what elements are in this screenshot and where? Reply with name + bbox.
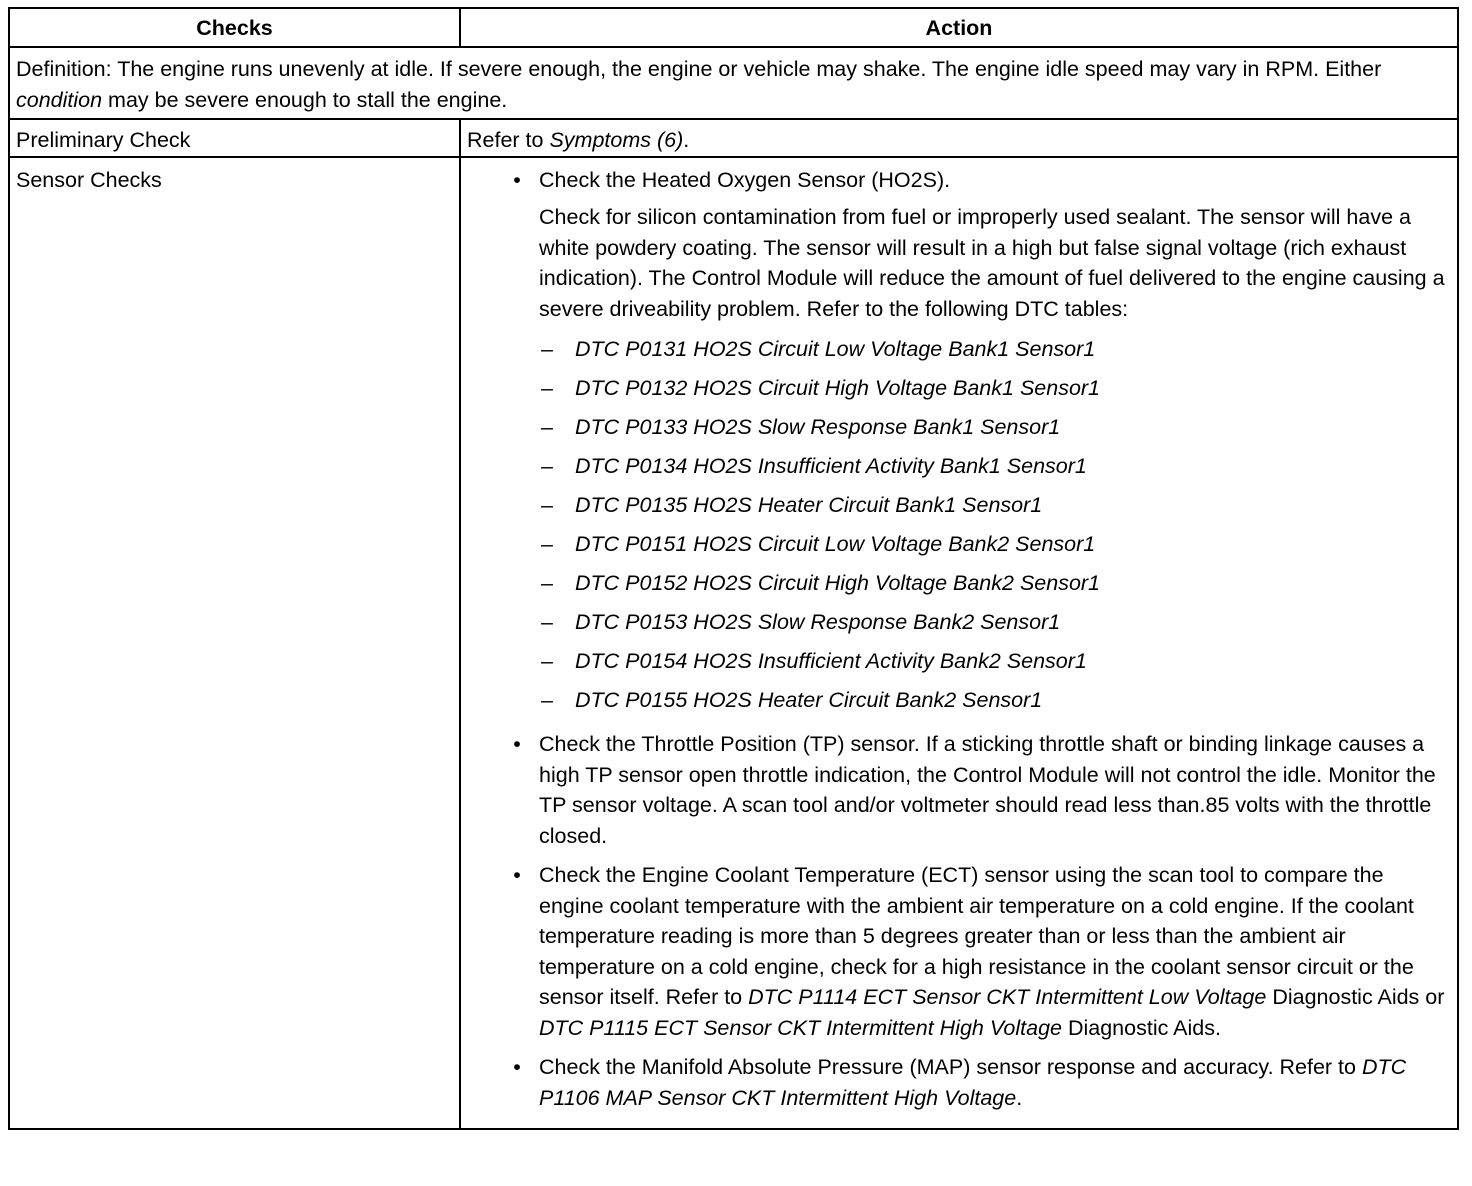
checks-action-table [10,9,1457,1128]
ect-end: Diagnostic Aids. [1061,1015,1221,1040]
dtc-item[interactable] [539,486,1451,525]
dash-icon: – [541,376,553,400]
map-text: Check the Manifold Absolute Pressure (MAP) sensor response and accuracy. Refer to [539,1055,1362,1079]
dtc-item[interactable] [539,408,1451,447]
tp-text: Check the Throttle Position (TP) sensor. If a sticking throttle shaft or binding linkage causes a high TP sensor open throttle indication, the Control Module will not control the idle. Monitor the TP sensor voltage. A scan tool and/or voltmeter should read less than.85 volts with the throttle closed. [539,732,1436,848]
dash-icon: – [541,415,553,439]
sensor-check-list [467,165,1451,1129]
dash-icon: – [541,688,553,712]
dtc-label: DTC P0132 HO2S Circuit High Voltage Bank1 Sensor1 [575,376,1101,400]
ho2s-detail: Check for silicon contamination from fuel or improperly used sealant. The sensor will have a white powdery coating. The sensor will result in a high but false signal voltage (rich exhaust indication). The Control Module will reduce the amount of fuel delivered to the engine causing a severe driveability problem. Refer to the following DTC tables: [539,205,1445,321]
preliminary-suffix: . [683,128,690,152]
definition-text: Definition: The engine runs unevenly at idle. If severe enough, the engine or vehicle may shake. The engine idle speed may vary in RPM. Either [16,57,1382,81]
preliminary-action [460,119,1457,157]
tp-check [507,729,1451,851]
dtc-label: DTC P0151 HO2S Circuit Low Voltage Bank2 Sensor1 [575,532,1096,556]
dtc-item[interactable] [539,642,1451,681]
dtc-label: DTC P0135 HO2S Heater Circuit Bank1 Sensor1 [575,493,1043,517]
checks-header: Checks [10,9,460,47]
bullet-icon: • [513,167,521,192]
ho2s-check [507,165,1451,721]
preliminary-label: Preliminary Check [10,119,460,157]
sensor-action [460,157,1457,1129]
dtc-item[interactable] [539,603,1451,642]
bullet-icon: • [513,1055,521,1079]
dash-icon: – [541,337,553,361]
dtc-label: DTC P0131 HO2S Circuit Low Voltage Bank1 Sensor1 [575,337,1096,361]
map-check [507,1052,1451,1113]
dtc-label: DTC P0133 HO2S Slow Response Bank1 Sensor1 [575,415,1061,439]
definition-text-end: may be severe enough to stall the engine. [102,87,508,112]
dtc-label: DTC P0153 HO2S Slow Response Bank2 Sensor1 [575,610,1061,634]
dtc-list [539,330,1451,720]
dtc-item[interactable] [539,447,1451,486]
dash-icon: – [541,454,553,478]
dtc-item[interactable] [539,681,1451,720]
sensor-row [10,157,1457,1129]
dash-icon: – [541,571,553,595]
preliminary-row [10,119,1457,157]
dtc-item[interactable] [539,564,1451,603]
map-end: . [1016,1085,1023,1110]
ect-mid: Diagnostic Aids or [1266,985,1445,1009]
ect-text: Check the Engine Coolant Temperature (ECT) sensor using the scan tool to compare the engine coolant temperature with the ambient air temperature on a cold engine. If the coolant temperature reading is more than 5 degrees greater than or less than the ambient air temperature on a cold engine, check for a high resistance in the coolant sensor circuit or the sensor itself. Refer to [539,863,1414,1009]
dtc-item[interactable] [539,525,1451,564]
dtc-item[interactable] [539,369,1451,408]
ho2s-title: Check the Heated Oxygen Sensor (HO2S). [539,167,951,192]
definition-cell [10,47,1457,119]
dtc-p1115-link[interactable]: DTC P1115 ECT Sensor CKT Intermittent High Voltage [539,1015,1062,1040]
dtc-label: DTC P0155 HO2S Heater Circuit Bank2 Sensor1 [575,688,1043,712]
header-row [10,9,1457,47]
dtc-p1106-link[interactable]: DTC P1106 MAP Sensor CKT Intermittent High Voltage [539,1055,1407,1110]
symptoms-link[interactable]: Symptoms (6) [549,128,684,152]
definition-italic: condition [16,87,103,112]
dash-icon: – [541,532,553,556]
diagnostic-table [8,7,1459,1130]
dtc-label: DTC P0152 HO2S Circuit High Voltage Bank2 Sensor1 [575,571,1101,595]
definition-row [10,47,1457,119]
dtc-item[interactable] [539,330,1451,369]
dash-icon: – [541,610,553,634]
dtc-label: DTC P0154 HO2S Insufficient Activity Bank2 Sensor1 [575,649,1087,673]
dtc-label: DTC P0134 HO2S Insufficient Activity Bank1 Sensor1 [575,454,1087,478]
preliminary-prefix: Refer to [467,128,550,152]
action-header: Action [460,9,1457,47]
sensor-label: Sensor Checks [10,157,460,1129]
ect-check [507,860,1451,1043]
dash-icon: – [541,493,553,517]
dash-icon: – [541,649,553,673]
dtc-p1114-link[interactable]: DTC P1114 ECT Sensor CKT Intermittent Low Voltage [748,985,1267,1009]
bullet-icon: • [513,732,521,756]
bullet-icon: • [513,863,521,887]
